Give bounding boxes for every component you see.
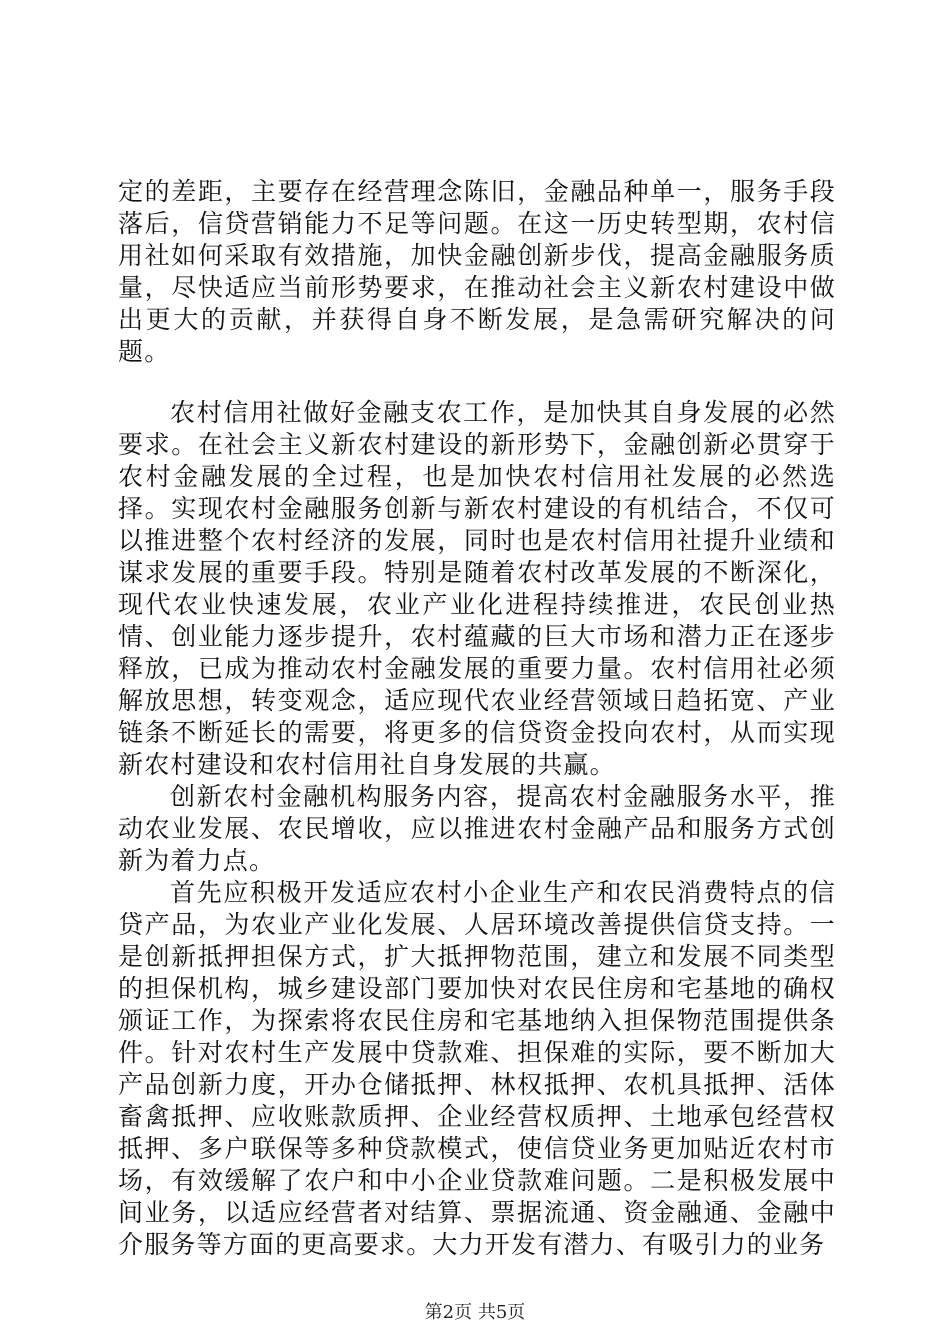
paragraph-service-innovation: 创新农村金融机构服务内容，提高农村金融服务水平，推动农业发展、农民增收，应以推进农村金融产品和服务方式创新为着力点。 xyxy=(118,782,836,875)
page-footer: 第2页 共5页 xyxy=(424,1302,526,1323)
paragraph-continuation: 定的差距，主要存在经营理念陈旧，金融品种单一，服务手段落后，信贷营销能力不足等问题。在这一历史转型期，农村信用社如何采取有效措施，加快金融创新步伐，提高金融服务质量，尽快适应当前形势要求，在推动社会主义新农村建设中做出更大的贡献，并获得自身不断发展，是急需研究解决的问题。 xyxy=(118,177,836,366)
paragraph-rural-credit-development: 农村信用社做好金融支农工作，是加快其自身发展的必然要求。在社会主义新农村建设的新形势下，金融创新必贯穿于农村金融发展的全过程，也是加快农村信用社发展的必然选择。实现农村金融服务创新与新农村建设的有机结合，不仅可以推进整个农村经济的发展，同时也是农村信用社提升业绩和谋求发展的重要手段。特别是随着农村改革发展的不断深化，现代农业快速发展，农业产业化进程持续推进，农民创业热情、创业能力逐步提升，农村蕴藏的巨大市场和潜力正在逐步释放，已成为推动农村金融发展的重要力量。农村信用社必须解放思想，转变观念，适应现代农业经营领域日趋拓宽、产业链条不断延长的需要，将更多的信贷资金投向农村，从而实现新农村建设和农村信用社自身发展的共赢。 xyxy=(118,398,836,779)
paragraph-credit-products: 首先应积极开发适应农村小企业生产和农民消费特点的信贷产品，为农业产业化发展、人居环境改善提供信贷支持。一是创新抵押担保方式，扩大抵押物范围，建立和发展不同类型的担保机构，城乡建设部门要加快对农民住房和宅基地的确权颁证工作，为探索将农民住房和宅基地纳入担保物范围提供条件。针对农村生产发展中贷款难、担保难的实际，要不断加大产品创新力度，开办仓储抵押、林权抵押、农机具抵押、活体畜禽抵押、应收账款质押、企业经营权质押、土地承包经营权抵押、多户联保等多种贷款模式，使信贷业务更加贴近农村市场，有效缓解了农户和中小企业贷款难问题。二是积极发展中间业务，以适应经营者对结算、票据流通、资金融通、金融中介服务等方面的更高要求。大力开发有潜力、有吸引力的业务 xyxy=(118,878,836,1259)
paragraph-gap xyxy=(118,368,836,397)
document-body xyxy=(118,176,836,1261)
